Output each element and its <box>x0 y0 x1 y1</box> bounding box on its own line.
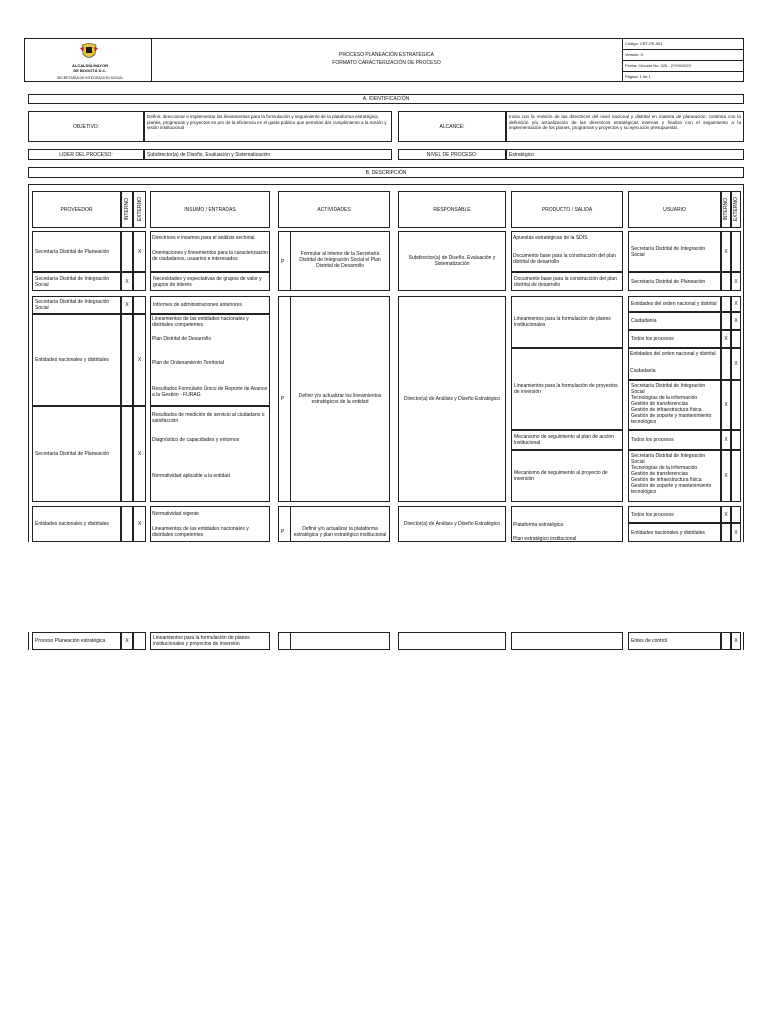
g4-usr1-externo-x: X <box>731 632 741 650</box>
g2-usr2-externo-x: X <box>731 312 741 330</box>
g2-usuario-8: Secretaría Distrital de Integración Social Tecnologías de la información Gestión de transferencias Gestión de infraestructura física Gestión de soporte y mantenimiento tecnológico <box>628 450 721 502</box>
g1-responsable: Subdirector(a) de Diseño, Evaluación y Sistematización <box>398 231 506 291</box>
g4-proveedor-1: Proceso Planeación estratégica <box>32 632 121 650</box>
g2-insumo-8: Normatividad aplicable a la entidad <box>152 473 230 479</box>
org-name-line1: ALCALDÍA MAYOR <box>72 63 108 68</box>
g3-usr1-interno-x: X <box>721 506 731 523</box>
org-logo <box>78 42 100 62</box>
col-header-producto: PRODUCTO / SALIDA <box>511 191 623 228</box>
alcance-label: ALCANCE: <box>398 111 506 142</box>
g3-insumo-1: Normatividad vigente <box>152 511 199 517</box>
g4-usuario-1: Entes de control <box>628 632 721 650</box>
g2-proveedor-1: Secretaría Distrital de Integración Social <box>32 296 121 314</box>
g2-prov1-interno-x: X <box>121 296 133 314</box>
g3-insumo-2: Lineamientos de las entidades nacionales y distritales competentes <box>152 526 249 538</box>
g1-insumo-1: Directrices e insumos para el análisis sectorial <box>152 235 255 241</box>
col-header-usuario: USUARIO <box>628 191 721 228</box>
g2-phva-p: P <box>281 396 285 402</box>
g1-usuario-1: Secretaría Distrital de Integración Social <box>628 231 721 272</box>
g3-responsable: Director(a) de Análisis y Diseño Estratégico <box>398 506 506 542</box>
g2-insumo-5: Resultados Formulario Único de Reporte de Avance a la Gestión - FURAG <box>152 386 268 398</box>
g2-usr8-interno-x: X <box>721 450 731 502</box>
process-title: PROCESO PLANEACIÓN ESTRATÉGICA <box>339 52 434 58</box>
g3-producto-2: Plan estratégico institucional <box>513 536 577 542</box>
g3-actividad: Definir y/o actualizar la plataforma estratégica y plan estratégico institucional <box>293 526 387 538</box>
nivel-label: NIVEL DE PROCESO: <box>398 149 506 160</box>
section-a-title: A. IDENTIFICACIÓN <box>28 94 744 104</box>
col-header-externo <box>133 191 146 228</box>
g1-usr1-interno-x: X <box>721 231 731 272</box>
g1-phva-p: P <box>281 259 285 265</box>
g2-producto-4: Mecanismo de seguimiento al proyecto de inversión <box>511 450 623 502</box>
g1-prov1-externo-x: X <box>133 231 146 272</box>
col-header-interno <box>121 191 133 228</box>
usuario-externo-label: EXTERNO <box>733 197 739 222</box>
g1-prov2-interno-x: X <box>121 272 133 291</box>
g2-usuario-7: Todos los procesos <box>628 430 721 450</box>
g2-usr1-externo-x: X <box>731 296 741 312</box>
g2-insumo-2: Lineamientos de las entidades nacionales y distritales competentes <box>152 316 249 328</box>
g3-phva-p: P <box>281 529 285 535</box>
section-b-title: B. DESCRIPCIÓN <box>28 167 744 178</box>
col-header-responsable: RESPONSABLE <box>398 191 506 228</box>
doc-version: Versión: 0 <box>625 52 643 57</box>
externo-label: EXTERNO <box>136 197 143 222</box>
g2-responsable: Director(a) de Análisis y Diseño Estratégico <box>398 296 506 502</box>
g2-usuario-1: Entidades del orden nacional y distrital <box>628 296 721 312</box>
doc-code: Código: CRT-PE-001 <box>625 41 663 46</box>
g3-proveedor-1: Entidades nacionales y distritales <box>32 506 121 542</box>
g3-usr2-externo-x: X <box>731 523 741 542</box>
alcance-text: Inicia con la revisión de las directrices del nivel nacional y distrital en materia de planeación; continúa con la definición y/o actualización de las directrices estratégicas internas y finaliza con el seguimiento a la implementación de los planes, programas y proyectos y su ejecución presupuestal. <box>506 111 744 142</box>
g2-insumo-4: Plan de Ordenamiento Territorial <box>152 360 224 366</box>
g2-producto-1: Lineamientos para la formulación de planes institucionales <box>511 296 623 348</box>
g1-proveedor-1: Secretaría Distrital de Planeación <box>32 231 121 272</box>
g1-insumo-3: Necesidades y expectativas de grupos de valor y grupos de interés <box>150 272 270 291</box>
g2-producto-2: Lineamientos para la formulación de proyectos de inversión <box>511 348 623 430</box>
g2-insumo-6: Resultados de medición de servicio al ciudadano o satisfacción <box>152 412 265 424</box>
col-header-actividades: ACTIVIDADES <box>278 191 390 228</box>
usuario-interno-label: INTERNO <box>723 198 729 221</box>
g2-usuario-2: Ciudadanía <box>628 312 721 330</box>
g1-producto-3: Documento base para la construcción del plan distrital de desarrollo <box>511 272 623 291</box>
g2-insumo-3: Plan Distrital de Desarrollo <box>152 336 212 342</box>
col-header-insumo: INSUMO / ENTRADAS <box>150 191 270 228</box>
col-header-usuario-externo <box>731 191 741 228</box>
g2-usuario-6: Secretaría Distrital de Integración Social Tecnologías de la información Gestión de transferencias Gestión de infraestructura física Gestión de soporte y mantenimiento tecnológico <box>628 380 721 430</box>
org-name-line2: DE BOGOTÁ D.C. <box>73 68 107 73</box>
g2-producto-3: Mecanismo de seguimiento al plan de acción institucional <box>511 430 623 450</box>
col-header-proveedor: PROVEEDOR <box>32 191 121 228</box>
g2-prov2-externo-x: X <box>133 314 146 406</box>
g2-prov3-externo-x: X <box>133 406 146 502</box>
g4-prov1-interno-x: X <box>121 632 133 650</box>
objetivo-text: Definir, direccionar e implementar los lineamientos para la formulación y seguimiento de la plataforma estratégica, planes, programas y proyectos en pro de la eficiencia en el gasto público que permitan dar cumplimiento a la misión y visión institucional <box>144 111 392 142</box>
g3-usuario-2: Entidades nacionales y distritales <box>628 523 721 542</box>
g2-usuario-3: Todos los procesos <box>628 330 721 348</box>
g1-proveedor-2: Secretaría Distrital de Integración Social <box>32 272 121 291</box>
g3-producto-1: Plataforma estratégica <box>513 522 564 528</box>
g3-usuario-1: Todos los procesos <box>628 506 721 523</box>
g4-insumo-1: Lineamientos para la formulación de planes institucionales y proyectos de inversión <box>150 632 270 650</box>
g2-usr7-interno-x: X <box>721 430 731 450</box>
g2-usuario-5: Ciudadanía <box>630 368 656 374</box>
g1-usr2-externo-x: X <box>731 272 741 291</box>
g1-producto-2: Documento base para la construcción del plan distrital de desarrollo <box>513 253 616 265</box>
coat-of-arms-icon <box>78 42 100 62</box>
g2-usr45-externo-x: X <box>731 348 741 380</box>
doc-date: Fecha: Circular No. 026 - 27/09/2023 <box>625 63 691 68</box>
format-title: FORMATO CARACTERIZACIÓN DE PROCESO <box>332 60 441 66</box>
g2-proveedor-2: Entidades nacionales y distritales <box>32 314 121 406</box>
g1-producto-1: Apuestas estratégicas de la SDIS <box>513 235 588 241</box>
g2-actividad: Definir y/o actualizar los lineamientos estratégicos de la entidad <box>298 393 382 405</box>
g2-usr3-interno-x: X <box>721 330 731 348</box>
g1-usuario-2: Secretaría Distrital de Planeación <box>628 272 721 291</box>
g1-insumo-2: Orientaciones y lineamientos para la caracterización de ciudadanos, usuarios e interesados <box>152 250 268 262</box>
g2-insumo-7: Diagnóstico de capacidades y entornos <box>152 437 240 443</box>
g2-usuario-4: Entidades del orden nacional y distrital <box>630 351 716 357</box>
g2-usr6-interno-x: X <box>721 380 731 430</box>
g2-proveedor-3: Secretaría Distrital de Planeación <box>32 406 121 502</box>
doc-page: Página: 1 de 1 <box>625 74 651 79</box>
objetivo-label: OBJETIVO: <box>28 111 144 142</box>
col-header-usuario-interno <box>721 191 731 228</box>
g2-insumo-1: Informes de administraciones anteriores <box>150 296 270 314</box>
g3-prov1-externo-x: X <box>133 506 146 542</box>
nivel-value: Estratégico <box>506 149 744 160</box>
interno-label: INTERNO <box>124 198 130 221</box>
org-name-line3: SECRETARÍA DE INTEGRACIÓN SOCIAL <box>56 76 124 80</box>
g1-actividad: Formular al interior de la Secretaría Distrital de Integración Social el Plan Distrital de Desarrollo <box>299 251 381 269</box>
lider-value: Subdirector(a) de Diseño, Evaluación y Sistematización <box>144 149 392 160</box>
lider-label: LIDER DEL PROCESO: <box>28 149 144 160</box>
